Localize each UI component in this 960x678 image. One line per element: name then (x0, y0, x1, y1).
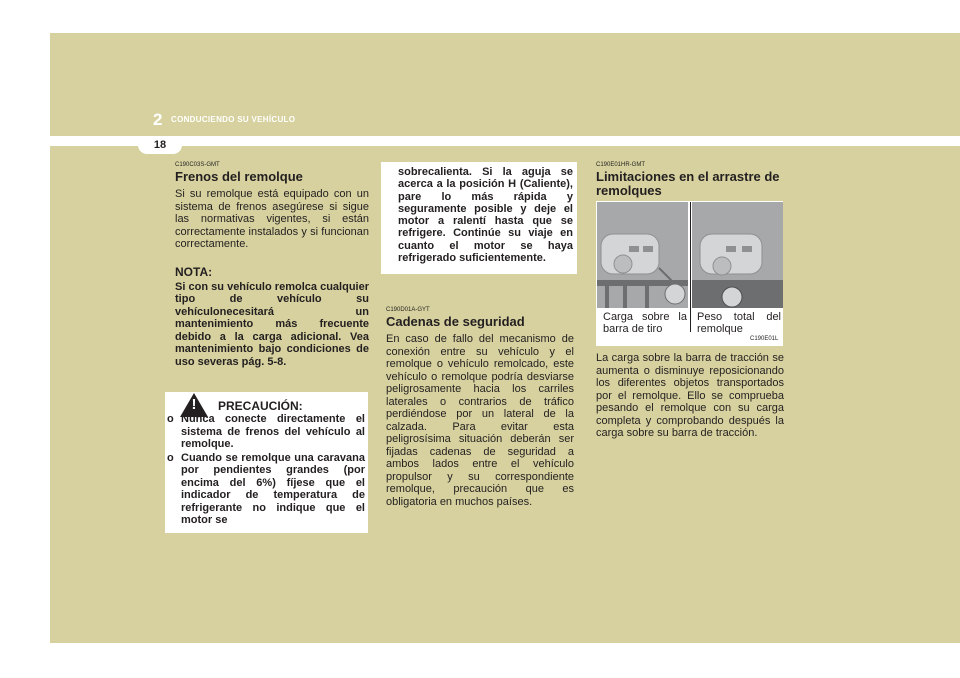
section-code: C190E01HR-GMT (596, 162, 646, 168)
figure-code: C190E01L (750, 336, 779, 342)
scale-dial-icon (722, 287, 742, 307)
trailer-wheel (713, 257, 731, 275)
caution-item-text: Nunca conecte directamente el sistema de frenos del vehículo al remolque. (181, 413, 365, 450)
trailer-window (629, 246, 639, 252)
section-heading: Frenos del remolque (175, 169, 303, 184)
trailer-window (726, 246, 736, 252)
header-strip (50, 136, 960, 146)
trailer-weight-label: Peso total del remolque (697, 311, 781, 335)
scale-dial-icon (665, 284, 685, 304)
section-body: La carga sobre la barra de tracción se aumenta o disminuye reposicionando los diferentes objetos transportados por el remolque. Ello se comprueba pesando el remolque con su carga completa y comprobando después la carga sobre su barra de tracción. (596, 352, 784, 439)
section-heading: Limitaciones en el arrastre de remolques (596, 169, 780, 198)
chapter-number: 2 (153, 110, 163, 129)
caution-bullet: o (167, 451, 174, 464)
caution-item-text: Cuando se remolque una caravana por pendientes grandes (por encima del 6%) fíjese que el indicador de temperatura de refrigerante no indique que el motor se (181, 451, 365, 526)
trailer-window (742, 246, 752, 252)
tongue-load-illustration (597, 202, 688, 308)
tongue-load-label: Carga sobre la barra de tiro (603, 311, 687, 335)
scale-leg (645, 286, 649, 308)
caution-title: PRECAUCIÓN: (218, 399, 303, 413)
scale-leg (605, 286, 609, 308)
section-code: C190C03S-GMT (175, 162, 220, 168)
caution-item (167, 452, 365, 527)
trailer-wheel (614, 255, 632, 273)
caution-item (167, 413, 365, 451)
right-column-body (596, 352, 784, 440)
section-body: Si su remolque está equipado con un sistema de frenos asegúrese si sigue las normativas vigentes, si están correctamente instalados y si funcionan correctamente. (175, 188, 369, 250)
page-number: 18 (153, 139, 167, 151)
exclamation-icon: ! (191, 396, 197, 413)
note-title: NOTA: (175, 264, 213, 279)
trailer-weight-illustration (692, 202, 783, 308)
continued-caution-text: sobrecalienta. Si la aguja se acerca a la posición H (Caliente), pare lo más rápida y seguramente posible y deje el motor a ralentí hasta que se refrigere. Continúe su viaje en cuanto el motor se haya refrigerado suficientemente. (398, 166, 573, 265)
section-body: En caso de fallo del mecanismo de conexión entre su vehículo y el remolque o vehículo remolcado, este vehículo o remolque podría desviarse peligrosamente hacia los carriles laterales o contrarios de tráfico perdiéndose por un lateral de la calzada. Para evitar esta peligrosísima situación deberán ser fijadas cadenas de seguridad a ambos lados entre el vehículo propulsor y su correspondiente remolque, precaución que es obligatoria en muchos países. (386, 333, 574, 508)
caution-list (167, 413, 365, 528)
middle-column (386, 307, 574, 508)
left-column (175, 162, 369, 368)
section-code: C190D01A-GYT (386, 307, 430, 313)
section-heading: Cadenas de seguridad (386, 314, 525, 329)
right-column (596, 162, 790, 202)
scale-leg (623, 286, 627, 308)
figure-divider (690, 202, 691, 332)
caution-bullet: o (167, 413, 174, 425)
trailer-window (643, 246, 653, 252)
chapter-title: CONDUCIENDO SU VEHÍCULO (171, 115, 296, 124)
note-text: Si con su vehículo remolca cualquier tipo de vehículo su vehículonecesitará un mantenimiento más frecuente debido a la carga adicional. Vea mantenimiento bajo condiciones de uso severas pág. 5-8. (175, 280, 369, 368)
